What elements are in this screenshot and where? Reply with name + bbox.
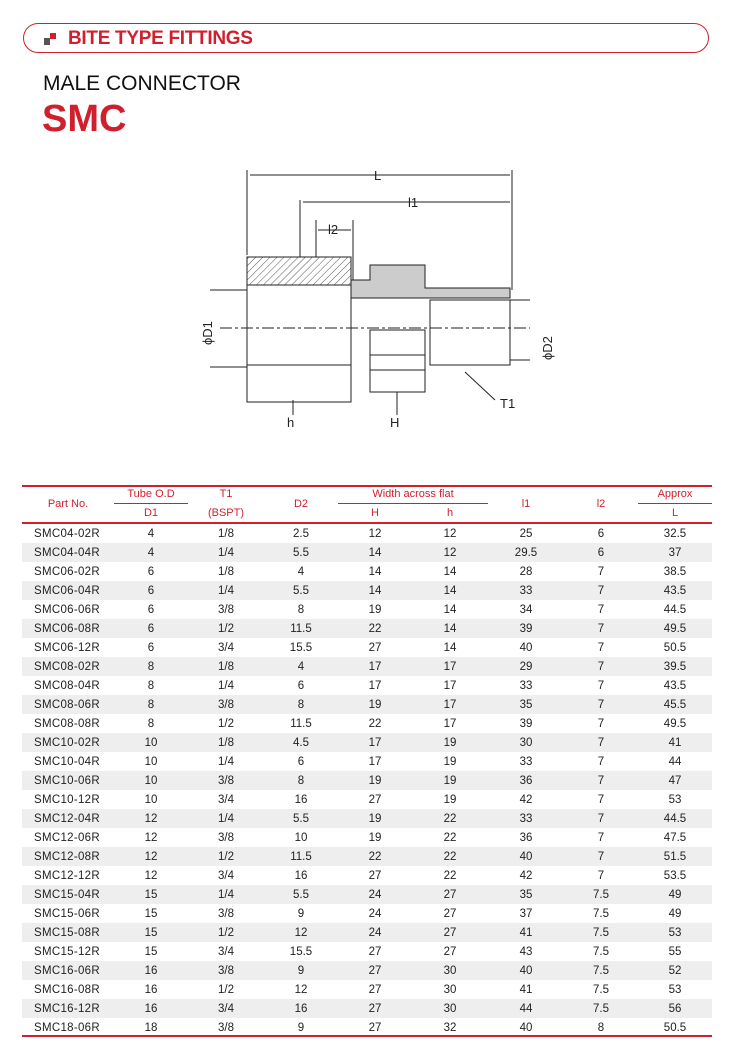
table-cell: 17 [368,679,382,692]
table-cell: 7 [564,695,638,714]
table-row [22,523,712,543]
table-cell: 27 [368,983,382,996]
table-cell: 27 [368,1021,382,1034]
table-cell: 15 [144,945,158,958]
part-number-cell: SMC06-08R [22,619,114,638]
part-number-cell: SMC08-06R [22,695,114,714]
brand-squares-icon [44,33,56,45]
table-cell: 3/8 [218,1021,234,1034]
table-cell: 7 [564,581,638,600]
part-number-cell: SMC10-12R [34,793,100,806]
dim-l2: l2 [328,222,339,237]
table-row [22,600,712,619]
table-cell: 8 [264,771,338,790]
part-number-cell: SMC06-02R [34,565,100,578]
table-cell: 44 [488,999,564,1018]
table-cell: 7 [564,809,638,828]
table-cell: 7 [597,603,605,616]
table-cell: 16 [294,793,308,806]
table-cell: 50.5 [663,1021,687,1034]
table-cell: 10 [144,793,158,806]
table-cell: 36 [519,831,533,844]
table-row [22,695,712,714]
part-number-cell: SMC08-02R [22,657,114,676]
table-cell: 22 [412,847,488,866]
table-cell: 19 [338,771,412,790]
table-cell: 10 [294,831,308,844]
table-cell: 16 [144,983,158,996]
table-cell: 27 [368,945,382,958]
table-cell: 27 [338,999,412,1018]
product-type: MALE CONNECTOR [43,72,241,95]
dim-T1: T1 [500,396,516,411]
table-cell: 8 [147,679,155,692]
table-cell: 1/8 [188,657,264,676]
table-cell: 8 [114,657,188,676]
table-cell: 19 [338,695,412,714]
table-cell: 4 [114,543,188,562]
col-l2: l2 [564,485,638,523]
table-cell: 1/2 [218,717,234,730]
table-cell: 12 [294,983,308,996]
table-row [22,961,712,980]
table-cell: 4.5 [264,733,338,752]
table-cell: 12 [144,831,158,844]
table-cell: 7 [597,679,605,692]
part-number-cell: SMC12-04R [22,809,114,828]
fitting-diagram [190,160,555,435]
table-cell: 27 [412,923,488,942]
table-cell: 22 [338,619,412,638]
table-cell: 43.5 [663,679,687,692]
table-row [22,657,712,676]
part-number-cell: SMC16-12R [22,999,114,1018]
dim-l1: l1 [408,195,419,210]
table-cell: 34 [519,603,533,616]
part-number-cell: SMC15-12R [34,945,100,958]
table-cell: 40 [488,847,564,866]
table-row [22,581,712,600]
part-number-cell: SMC10-02R [22,733,114,752]
table-cell: 5.5 [264,543,338,562]
table-cell: 7 [597,793,605,806]
table-cell: 3/4 [218,641,234,654]
table-cell: 22 [443,831,457,844]
table-cell: 1/2 [188,847,264,866]
table-cell: 53 [668,983,682,996]
table-cell: 1/4 [188,581,264,600]
table-cell: 12 [368,527,382,540]
table-cell: 39 [519,717,533,730]
table-cell: 17 [443,679,457,692]
table-cell: 15 [144,907,158,920]
table-row [22,638,712,657]
dim-H: H [390,415,400,430]
table-cell: 1/2 [188,923,264,942]
part-number-cell: SMC08-08R [34,717,100,730]
table-cell: 7 [564,619,638,638]
table-cell: 19 [412,771,488,790]
table-cell: 4 [147,527,155,540]
table-cell: 1/2 [188,619,264,638]
table-cell: 15.5 [289,641,313,654]
table-cell: 29.5 [488,543,564,562]
table-cell: 14 [443,603,457,616]
table-cell: 55 [668,945,682,958]
table-cell: 17 [338,657,412,676]
table-cell: 44.5 [663,603,687,616]
product-code: SMC [42,98,127,140]
table-cell: 15 [114,885,188,904]
table-row [22,809,712,828]
table-cell: 3/4 [218,869,234,882]
table-cell: 7 [564,657,638,676]
col-t1: T1 [219,488,233,501]
table-cell: 19 [368,603,382,616]
table-cell: 17 [338,733,412,752]
table-cell: 7 [597,869,605,882]
table-cell: 37 [519,907,533,920]
table-cell: 18 [144,1021,158,1034]
table-cell: 7.5 [564,885,638,904]
part-number-cell: SMC12-12R [34,869,100,882]
table-cell: 8 [297,603,305,616]
table-row [22,980,712,999]
table-cell: 12 [144,869,158,882]
table-cell: 6 [114,581,188,600]
col-approx: Approx [638,485,712,504]
table-cell: 1/4 [188,885,264,904]
dim-D2: ϕD2 [540,336,555,360]
col-h: h [412,504,488,524]
table-cell: 40 [519,1021,533,1034]
table-cell: 1/4 [218,755,234,768]
table-cell: 17 [368,755,382,768]
table-cell: 47 [638,771,712,790]
table-cell: 6 [297,679,305,692]
table-cell: 7.5 [564,999,638,1018]
table-cell: 49.5 [638,619,712,638]
table-cell: 37 [638,543,712,562]
col-H: H [338,504,412,524]
table-cell: 42 [519,793,533,806]
col-part-no: Part No. [22,485,114,523]
table-cell: 27 [412,885,488,904]
table-cell: 4 [297,565,305,578]
table-cell: 27 [368,869,382,882]
table-cell: 19 [368,831,382,844]
table-cell: 8 [114,695,188,714]
col-L: L [638,504,712,524]
table-cell: 53 [638,923,712,942]
table-row [22,733,712,752]
table-cell: 39.5 [638,657,712,676]
part-number-cell: SMC04-04R [22,543,114,562]
table-cell: 6 [297,755,305,768]
table-cell: 14 [338,543,412,562]
table-cell: 43.5 [638,581,712,600]
table-cell: 6 [564,543,638,562]
table-cell: 27 [443,945,457,958]
table-cell: 49.5 [663,717,687,730]
table-cell: 11.5 [264,619,338,638]
table-cell: 45.5 [638,695,712,714]
col-bspt: (BSPT) [188,504,264,524]
table-cell: 35 [488,885,564,904]
table-cell: 5.5 [264,809,338,828]
table-cell: 8 [264,695,338,714]
part-number-cell: SMC15-06R [34,907,100,920]
table-row [22,904,712,923]
table-cell: 16 [114,961,188,980]
table-cell: 27 [368,793,382,806]
table-cell: 24 [338,885,412,904]
part-number-cell: SMC16-06R [22,961,114,980]
part-number-cell: SMC16-08R [34,983,100,996]
part-number-cell: SMC10-06R [22,771,114,790]
table-cell: 32 [443,1021,457,1034]
table-cell: 3/8 [188,695,264,714]
table-cell: 3/8 [188,771,264,790]
part-number-cell: SMC06-04R [22,581,114,600]
table-cell: 30 [412,999,488,1018]
table-cell: 56 [638,999,712,1018]
col-tube-od: Tube O.D [114,485,188,504]
table-cell: 7 [597,755,605,768]
col-d1: D1 [114,504,188,524]
table-cell: 49 [668,907,682,920]
part-number-cell: SMC12-06R [34,831,100,844]
table-cell: 44 [668,755,682,768]
table-cell: 1/4 [188,809,264,828]
table-cell: 40 [519,641,533,654]
table-cell: 14 [338,581,412,600]
table-cell: 33 [488,809,564,828]
table-cell: 7 [597,565,605,578]
table-bottom-rule [22,1035,712,1037]
part-number-cell: SMC06-06R [34,603,100,616]
table-cell: 17 [412,695,488,714]
table-cell: 17 [412,657,488,676]
part-number-cell: SMC15-04R [22,885,114,904]
table-cell: 19 [443,793,457,806]
table-cell: 12 [114,847,188,866]
table-cell: 22 [443,869,457,882]
table-cell: 50.5 [663,641,687,654]
table-cell: 22 [412,809,488,828]
table-row [22,923,712,942]
table-cell: 9 [264,961,338,980]
table-cell: 41 [638,733,712,752]
table-cell: 12 [412,543,488,562]
table-cell: 41 [519,983,533,996]
table-cell: 7.5 [593,907,609,920]
table-cell: 3/8 [218,907,234,920]
table-row [22,999,712,1018]
table-cell: 15 [114,923,188,942]
table-cell: 16 [264,999,338,1018]
table-cell: 1/8 [218,565,234,578]
table-cell: 40 [488,961,564,980]
table-cell: 51.5 [638,847,712,866]
table-cell: 4 [264,657,338,676]
table-cell: 5.5 [264,581,338,600]
table-cell: 33 [488,581,564,600]
table-cell: 7 [597,717,605,730]
col-d2: D2 [264,485,338,523]
table-cell: 12 [114,809,188,828]
table-cell: 39 [488,619,564,638]
table-cell: 24 [338,923,412,942]
table-cell: 6 [147,641,155,654]
table-cell: 3/8 [218,603,234,616]
table-cell: 6 [114,619,188,638]
table-cell: 7.5 [564,961,638,980]
part-number-cell: SMC08-04R [34,679,100,692]
table-cell: 15.5 [289,945,313,958]
table-cell: 19 [412,733,488,752]
table-cell: 7 [597,831,605,844]
table-cell: 36 [488,771,564,790]
table-row [22,885,712,904]
table-cell: 11.5 [290,717,312,730]
table-cell: 27 [338,961,412,980]
table-cell: 2.5 [293,527,309,540]
table-cell: 25 [519,527,533,540]
part-number-cell: SMC04-02R [34,527,100,540]
table-cell: 3/4 [188,999,264,1018]
table-row [22,847,712,866]
table-cell: 5.5 [264,885,338,904]
table-row [22,752,712,771]
dim-L: L [374,168,382,183]
part-number-cell: SMC12-08R [22,847,114,866]
dim-D1: ϕD1 [200,321,215,345]
table-cell: 7.5 [593,983,609,996]
part-number-cell: SMC06-12R [34,641,100,654]
table-cell: 6 [597,527,605,540]
table-cell: 53 [668,793,682,806]
table-cell: 35 [488,695,564,714]
table-cell: 42 [519,869,533,882]
table-cell: 14 [443,565,457,578]
table-cell: 6 [147,565,155,578]
table-cell: 33 [519,679,533,692]
table-cell: 10 [144,755,158,768]
section-title: BITE TYPE FITTINGS [68,28,253,49]
table-cell: 22 [368,717,382,730]
part-number-cell: SMC18-06R [34,1021,100,1034]
table-cell: 28 [519,565,533,578]
table-cell: 41 [488,923,564,942]
table-row [22,866,712,885]
table-cell: 8 [597,1021,605,1034]
table-cell: 22 [338,847,412,866]
table-cell: 7 [564,733,638,752]
table-cell: 3/4 [218,793,234,806]
table-cell: 14 [443,641,457,654]
table-row [22,619,712,638]
table-cell: 12 [264,923,338,942]
table-row [22,543,712,562]
col-l1: l1 [488,485,564,523]
table-cell: 9 [297,1021,305,1034]
table-cell: 24 [368,907,382,920]
table-cell: 3/8 [218,831,234,844]
table-cell: 27 [443,907,457,920]
table-row [22,828,712,847]
section-banner [23,23,709,53]
table-cell: 9 [297,907,305,920]
table-cell: 7.5 [564,923,638,942]
table-cell: 29 [488,657,564,676]
table-cell: 32.5 [663,527,687,540]
table-cell: 7 [564,771,638,790]
table-cell: 47.5 [663,831,687,844]
table-cell: 7.5 [593,945,609,958]
table-cell: 6 [147,603,155,616]
table-cell: 10 [114,771,188,790]
table-cell: 27 [368,641,382,654]
table-cell: 7 [597,641,605,654]
table-cell: 3/8 [188,961,264,980]
table-cell: 3/4 [218,945,234,958]
col-width-across-flat: Width across flat [338,485,488,504]
table-cell: 1/4 [188,543,264,562]
table-row [22,714,712,733]
table-cell: 19 [338,809,412,828]
spec-table [22,485,712,1037]
part-number-cell: SMC15-08R [22,923,114,942]
table-cell: 16 [114,999,188,1018]
table-cell: 8 [147,717,155,730]
table-cell: 14 [412,619,488,638]
table-cell: 17 [443,717,457,730]
table-cell: 1/8 [218,527,234,540]
table-cell: 1/8 [188,733,264,752]
table-cell: 19 [443,755,457,768]
table-cell: 44.5 [638,809,712,828]
table-cell: 16 [294,869,308,882]
table-cell: 14 [368,565,382,578]
table-cell: 30 [443,983,457,996]
table-cell: 30 [488,733,564,752]
table-cell: 38.5 [663,565,687,578]
table-cell: 14 [412,581,488,600]
table-row [22,562,712,581]
table-cell: 53.5 [663,869,687,882]
table-row [22,790,712,809]
table-row [22,676,712,695]
table-row [22,771,712,790]
table-cell: 43 [519,945,533,958]
table-cell: 33 [519,755,533,768]
table-cell: 49 [638,885,712,904]
table-cell: 10 [114,733,188,752]
table-cell: 1/4 [218,679,234,692]
table-cell: 12 [443,527,457,540]
table-cell: 52 [638,961,712,980]
part-number-cell: SMC10-04R [34,755,100,768]
table-cell: 1/2 [218,983,234,996]
table-cell: 11.5 [264,847,338,866]
table-row [22,942,712,961]
table-cell: 7 [564,847,638,866]
table-cell: 30 [412,961,488,980]
dim-h: h [287,415,295,430]
